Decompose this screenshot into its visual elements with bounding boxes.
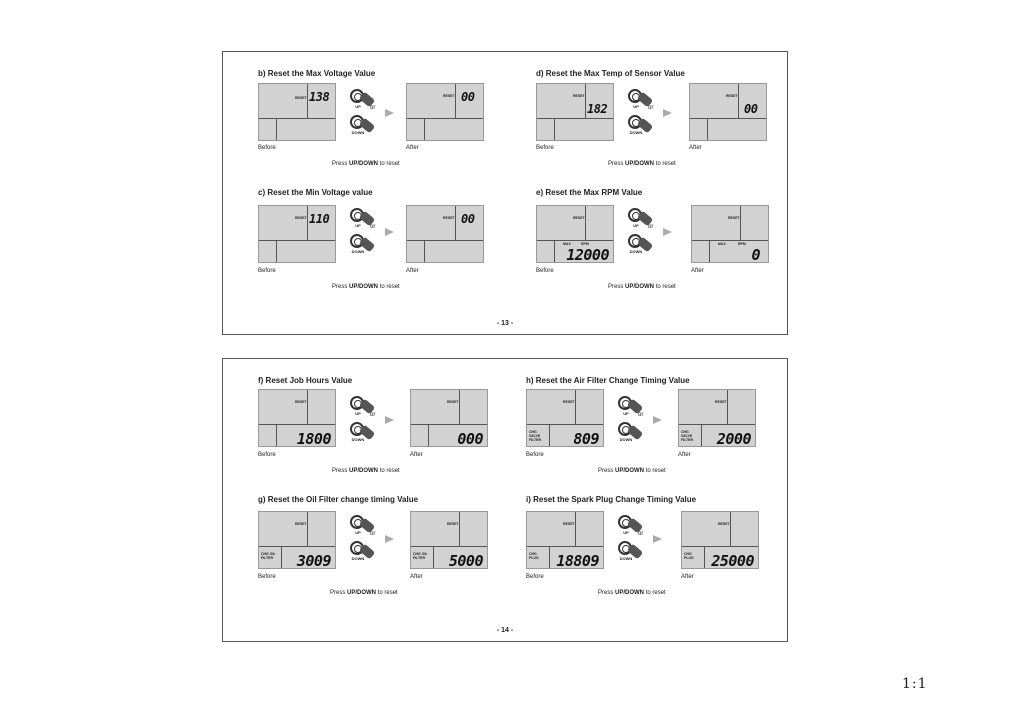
reset-label: RESET [718, 522, 730, 526]
down-label: DOWN [351, 437, 365, 442]
after-label: After [410, 452, 423, 458]
reset-label: RESET [726, 94, 738, 98]
down-label: DOWN [629, 130, 643, 135]
reset-label: RESET [443, 94, 455, 98]
up-down-buttons [350, 89, 390, 149]
section-title: c) Reset the Min Voltage value [258, 188, 373, 197]
max-tag: MAX [718, 242, 726, 246]
press-instruction: Press UP/DOWN to reset [598, 590, 666, 596]
before-label: Before [536, 268, 554, 274]
lcd-value: 00 [461, 212, 475, 226]
before-label: Before [526, 574, 544, 580]
lcd-before [536, 205, 614, 263]
before-label: Before [258, 452, 276, 458]
section-title: d) Reset the Max Temp of Sensor Value [536, 69, 685, 78]
lcd-value: 00 [744, 102, 758, 116]
or-label: or [638, 412, 644, 418]
lcd-before [526, 389, 604, 447]
up-label: UP [633, 223, 639, 228]
lcd-value: 00 [461, 90, 475, 104]
arrow-right-icon [385, 416, 394, 424]
page-number: - 13 - [496, 320, 514, 327]
lcd-value: 18809 [556, 552, 599, 569]
reset-label: RESET [573, 94, 585, 98]
section-air-filter [526, 376, 791, 496]
lcd-value: 5000 [448, 552, 483, 569]
before-label: Before [258, 145, 276, 151]
or-label: or [648, 224, 654, 230]
reset-label: RESET [447, 400, 459, 404]
manual-page-13 [222, 51, 788, 335]
rpm-tag: RPM [738, 242, 746, 246]
press-instruction: Press UP/DOWN to reset [598, 468, 666, 474]
section-title: i) Reset the Spark Plug Change Timing Value [526, 495, 697, 504]
section-spark-plug [526, 495, 791, 615]
lcd-after [406, 83, 484, 141]
up-label: UP [623, 411, 629, 416]
lcd-after [410, 389, 488, 447]
section-job-hours [258, 376, 523, 496]
lcd-value: 12000 [566, 246, 609, 263]
press-instruction: Press UP/DOWN to reset [608, 161, 676, 167]
lcd-before [258, 389, 336, 447]
reset-label: RESET [728, 216, 740, 220]
up-label: UP [355, 223, 361, 228]
arrow-right-icon [385, 109, 394, 117]
lcd-after [678, 389, 756, 447]
after-label: After [406, 268, 419, 274]
or-label: or [370, 105, 376, 111]
lcd-value: 000 [457, 430, 483, 447]
down-label: DOWN [619, 556, 633, 561]
reset-label: RESET [563, 400, 575, 404]
press-instruction: Press UP/DOWN to reset [332, 161, 400, 167]
up-down-buttons [628, 89, 668, 149]
lcd-value: 0 [751, 246, 760, 263]
press-instruction: Press UP/DOWN to reset [608, 284, 676, 290]
max-tag: MAX [563, 242, 571, 246]
arrow-right-icon [653, 535, 662, 543]
lcd-value: 25000 [711, 552, 754, 569]
after-label: After [681, 574, 694, 580]
before-label: Before [258, 268, 276, 274]
lcd-before [258, 205, 336, 263]
after-label: After [410, 574, 423, 580]
or-label: or [370, 531, 376, 537]
chg-oil-filter-tag: CHG OIL FILTER [261, 552, 276, 560]
lcd-value: 2000 [716, 430, 751, 447]
down-label: DOWN [629, 249, 643, 254]
after-label: After [678, 452, 691, 458]
lcd-after [689, 83, 767, 141]
down-label: DOWN [351, 130, 365, 135]
chg-plug-tag: CHG PLUG [529, 552, 539, 560]
chg-valve-filter-tag: CHG VALVE FILTER [529, 430, 541, 442]
after-label: After [406, 145, 419, 151]
arrow-right-icon [653, 416, 662, 424]
section-max-temp [536, 69, 801, 189]
press-instruction: Press UP/DOWN to reset [332, 284, 400, 290]
lcd-value: 182 [587, 102, 608, 116]
section-max-voltage [258, 69, 523, 189]
arrow-right-icon [663, 228, 672, 236]
reset-label: RESET [447, 522, 459, 526]
chg-oil-filter-tag: CHG OIL FILTER [413, 552, 428, 560]
lcd-value: 138 [309, 90, 330, 104]
zoom-ratio: 1:1 [902, 676, 928, 692]
before-label: Before [536, 145, 554, 151]
or-label: or [370, 412, 376, 418]
lcd-value: 1800 [296, 430, 331, 447]
press-instruction: Press UP/DOWN to reset [332, 468, 400, 474]
up-down-buttons [618, 515, 658, 575]
or-label: or [648, 105, 654, 111]
section-oil-filter [258, 495, 523, 615]
lcd-after [681, 511, 759, 569]
down-label: DOWN [619, 437, 633, 442]
lcd-value: 3009 [296, 552, 331, 569]
reset-label: RESET [563, 522, 575, 526]
section-title: h) Reset the Air Filter Change Timing Value [526, 376, 690, 385]
up-down-buttons [350, 515, 390, 575]
lcd-after [691, 205, 769, 263]
arrow-right-icon [663, 109, 672, 117]
reset-label: RESET [443, 216, 455, 220]
up-label: UP [355, 530, 361, 535]
after-label: After [689, 145, 702, 151]
section-title: f) Reset Job Hours Value [258, 376, 353, 385]
lcd-after [410, 511, 488, 569]
before-label: Before [526, 452, 544, 458]
manual-page-14 [222, 358, 788, 642]
chg-valve-filter-tag: CHG VALVE FILTER [681, 430, 693, 442]
or-label: or [370, 224, 376, 230]
lcd-value: 110 [309, 212, 330, 226]
section-title: g) Reset the Oil Filter change timing Value [258, 495, 419, 504]
lcd-after [406, 205, 484, 263]
before-label: Before [258, 574, 276, 580]
down-label: DOWN [351, 249, 365, 254]
up-down-buttons [618, 396, 658, 456]
lcd-before [536, 83, 614, 141]
lcd-before [526, 511, 604, 569]
reset-label: RESET [295, 400, 307, 404]
lcd-value: 809 [573, 430, 599, 447]
up-label: UP [633, 104, 639, 109]
rpm-tag: RPM [581, 242, 589, 246]
up-down-buttons [628, 208, 668, 268]
chg-plug-tag: CHG PLUG [684, 552, 694, 560]
or-label: or [638, 531, 644, 537]
up-label: UP [623, 530, 629, 535]
reset-label: RESET [715, 400, 727, 404]
reset-label: RESET [295, 96, 307, 100]
up-label: UP [355, 104, 361, 109]
arrow-right-icon [385, 228, 394, 236]
section-title: e) Reset the Max RPM Value [536, 188, 643, 197]
page-number: - 14 - [496, 627, 514, 634]
lcd-before [258, 83, 336, 141]
reset-label: RESET [573, 216, 585, 220]
arrow-right-icon [385, 535, 394, 543]
lcd-before [258, 511, 336, 569]
up-down-buttons [350, 208, 390, 268]
up-down-buttons [350, 396, 390, 456]
press-instruction: Press UP/DOWN to reset [330, 590, 398, 596]
down-label: DOWN [351, 556, 365, 561]
section-min-voltage [258, 188, 523, 308]
section-title: b) Reset the Max Voltage Value [258, 69, 376, 78]
reset-label: RESET [295, 522, 307, 526]
after-label: After [691, 268, 704, 274]
up-label: UP [355, 411, 361, 416]
reset-label: RESET [295, 216, 307, 220]
section-max-rpm [536, 188, 801, 308]
